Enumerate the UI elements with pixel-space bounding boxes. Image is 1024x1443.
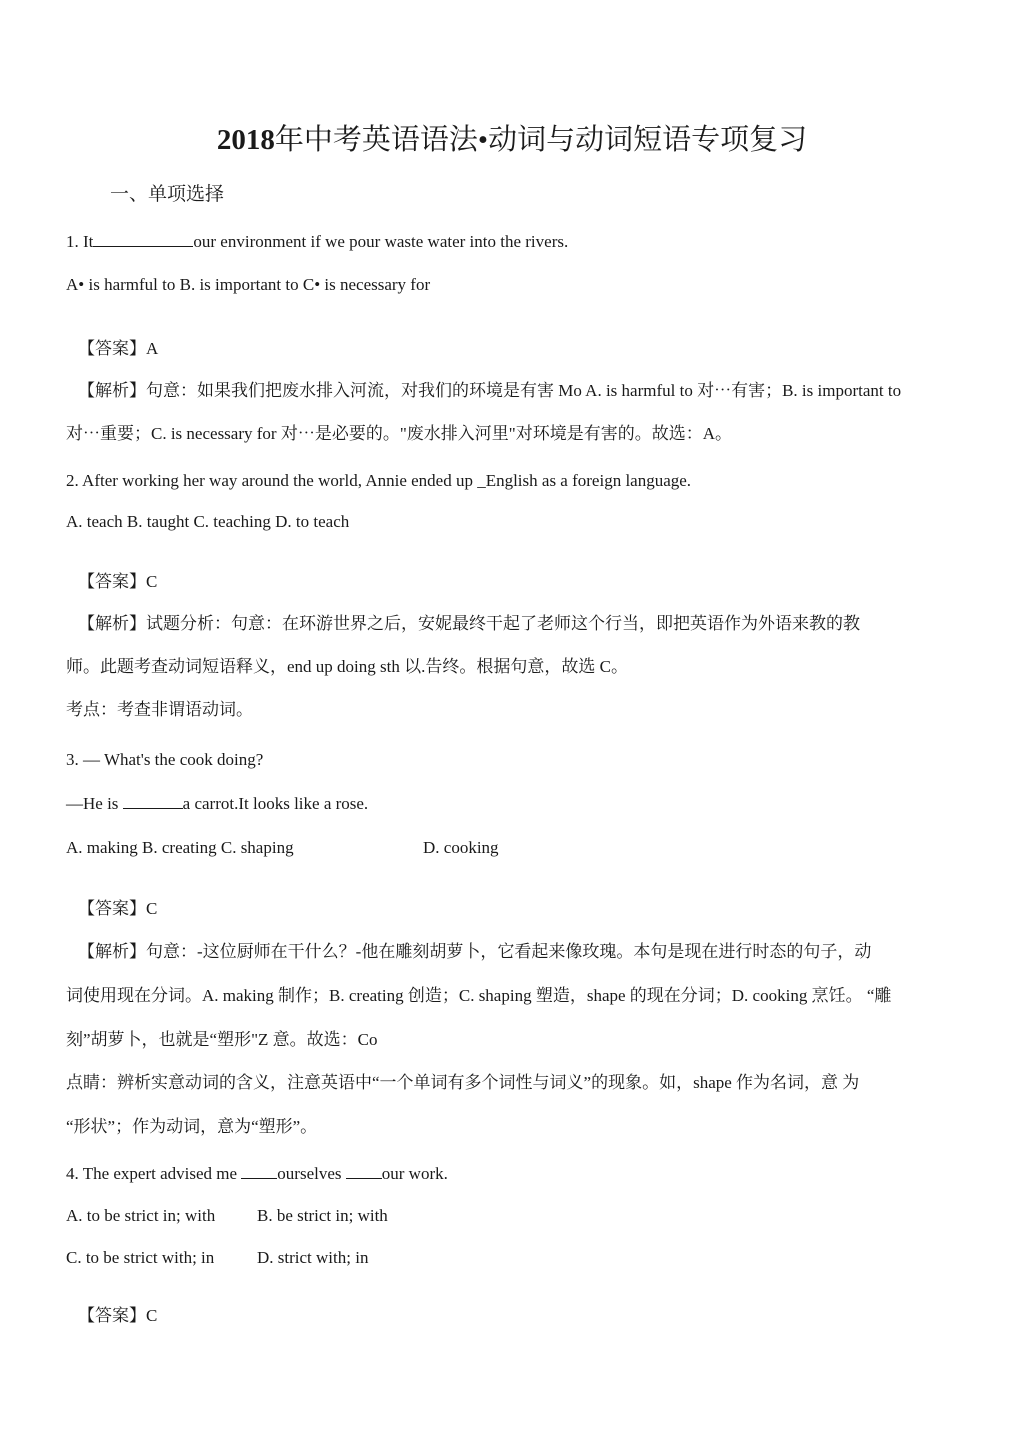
question-2-analysis-line-2: 师。此题考查动词短语释义，end up doing sth 以.告终。根据句意，故选 C。 bbox=[66, 657, 628, 676]
question-3-stem: 3. — What's the cook doing? bbox=[66, 750, 264, 769]
question-3-analysis-line-2: 词使用现在分词。A. making 制作；B. creating 创造；C. shaping 塑造，shape 的现在分词；D. cooking 烹饪。 “雕 bbox=[66, 986, 892, 1005]
question-3-options-left: A. making B. creating C. shaping bbox=[66, 838, 294, 857]
question-3-tip-line-1: 点睛：辨析实意动词的含义，注意英语中“一个单词有多个词性与词义”的现象。如，shape 作为名词，意 为 bbox=[66, 1073, 860, 1092]
question-4-stem bbox=[66, 1162, 448, 1186]
answer-blank bbox=[123, 793, 183, 809]
question-4-answer: 【答案】C bbox=[78, 1306, 158, 1325]
question-1-stem-start: 1. It bbox=[66, 232, 94, 251]
question-1-options: A• is harmful to B. is important to C• is necessary for bbox=[66, 275, 431, 294]
question-3-reply bbox=[66, 792, 368, 816]
question-1-analysis-line-1: 【解析】句意：如果我们把废水排入河流，对我们的环境是有害 Mo A. is harmful to 对⋯有害；B. is important to bbox=[78, 381, 902, 400]
question-3-reply-end: a carrot.It looks like a rose. bbox=[182, 794, 369, 813]
question-1-answer: 【答案】A bbox=[78, 339, 159, 358]
question-1-analysis-line-2: 对⋯重要；C. is necessary for 对⋯是必要的。"废水排入河里"对环境是有害的。故选：A。 bbox=[66, 424, 732, 443]
section-heading: 一、单项选择 bbox=[110, 184, 225, 205]
question-2-answer: 【答案】C bbox=[78, 572, 158, 591]
title-text: 年中考英语语法•动词与动词短语专项复习 bbox=[274, 124, 808, 156]
page-title bbox=[0, 118, 1024, 162]
question-3-answer: 【答案】C bbox=[78, 899, 158, 918]
answer-blank bbox=[93, 231, 193, 247]
question-3-reply-start: —He is bbox=[66, 794, 119, 813]
question-2-test-point: 考点：考查非谓语动词。 bbox=[66, 700, 253, 719]
question-4-option-b: B. be strict in; with bbox=[257, 1206, 388, 1225]
title-year: 2018 bbox=[216, 124, 275, 156]
question-4-option-a: A. to be strict in; with bbox=[66, 1206, 216, 1225]
answer-blank bbox=[346, 1163, 382, 1179]
question-1-stem-end: our environment if we pour waste water into the rivers. bbox=[193, 232, 569, 251]
question-3-analysis-line-1: 【解析】句意：-这位厨师在干什么？-他在雕刻胡萝卜，它看起来像玫瑰。本句是现在进行时态的句子，动 bbox=[78, 942, 872, 961]
question-3-analysis-line-3: 刻”胡萝卜，也就是“塑形"Z 意。故选：Co bbox=[66, 1030, 378, 1049]
question-4-stem-start: 4. The expert advised me bbox=[66, 1164, 242, 1183]
question-2-stem: 2. After working her way around the world, Annie ended up _English as a foreign language. bbox=[66, 471, 692, 490]
question-4-stem-middle: ourselves bbox=[277, 1164, 346, 1183]
question-4-option-d: D. strict with; in bbox=[257, 1248, 369, 1267]
question-3-tip-line-2: “形状”；作为动词，意为“塑形”。 bbox=[66, 1117, 318, 1136]
question-4-option-c: C. to be strict with; in bbox=[66, 1248, 215, 1267]
question-1-stem bbox=[66, 230, 568, 254]
question-2-options: A. teach B. taught C. teaching D. to teach bbox=[66, 512, 350, 531]
answer-blank bbox=[241, 1163, 277, 1179]
question-4-stem-end: our work. bbox=[381, 1164, 448, 1183]
question-3-options-right: D. cooking bbox=[423, 838, 499, 857]
question-2-analysis-line-1: 【解析】试题分析：句意：在环游世界之后，安妮最终干起了老师这个行当，即把英语作为外语来教的教 bbox=[78, 614, 860, 633]
